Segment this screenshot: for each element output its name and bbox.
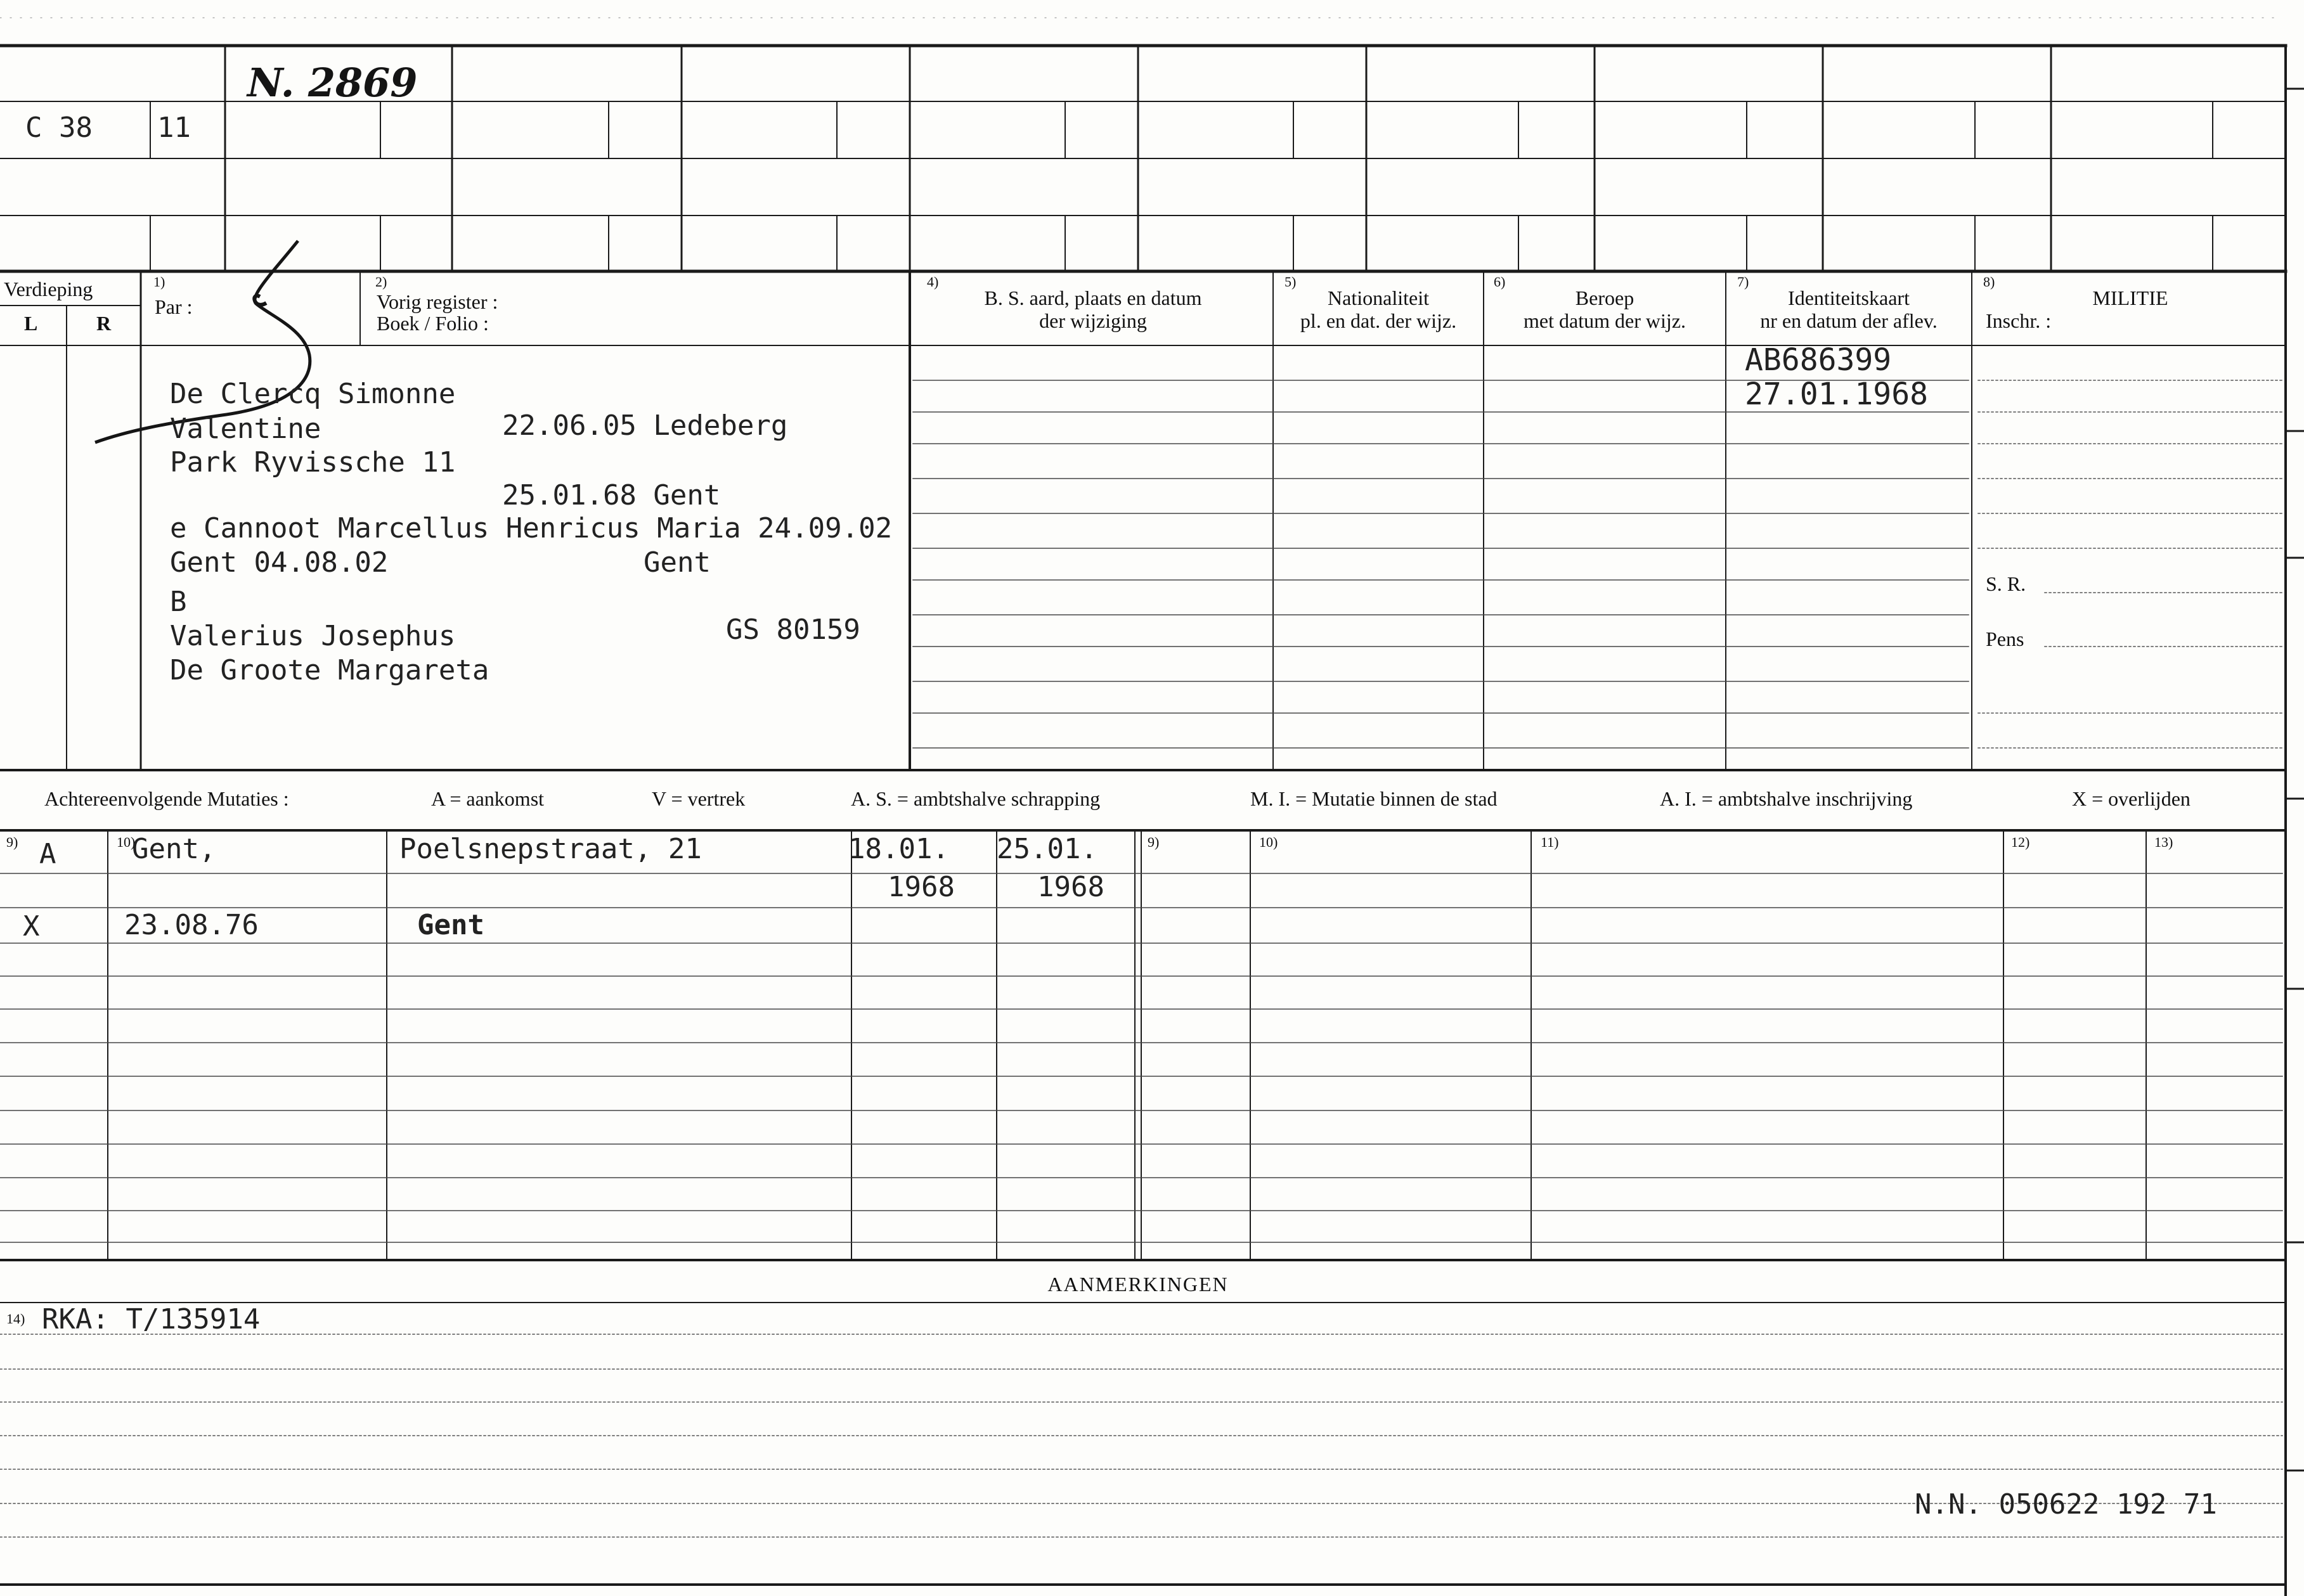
nationaliteit-header-line2: pl. en dat. der wijz.	[1300, 309, 1457, 332]
mutations-legend-title: Achtereenvolgende Mutaties :	[44, 787, 289, 810]
mutation-col9-number: 9)	[6, 834, 18, 850]
verdieping-l-label: L	[24, 312, 38, 335]
mutation-col12-number: 12)	[2011, 834, 2030, 850]
nationaliteit-header-line1: Nationaliteit	[1328, 286, 1429, 309]
mutation-col13-number: 13)	[2154, 834, 2173, 850]
mutation-row1-code: A	[39, 838, 56, 870]
mutation-row1-date2: 25.01.	[997, 833, 1097, 865]
remarks-number: 14)	[6, 1311, 25, 1327]
mutation-col9b-number: 9)	[1148, 834, 1160, 850]
person-spouse: e Cannoot Marcellus Henricus Maria 24.09.02	[170, 512, 893, 544]
person-status-code: B	[170, 586, 187, 618]
mutation-row1-year1: 1968	[888, 871, 955, 903]
col1-number: 1)	[153, 274, 165, 290]
person-spouse-death-place: Gent	[644, 546, 711, 579]
legend-ambtshalve-inschrijving: A. I. = ambtshalve inschrijving	[1660, 787, 1913, 810]
person-birth: 22.06.05 Ledeberg	[502, 409, 788, 442]
militie-header: MILITIE	[2092, 286, 2168, 309]
legend-mutatie-binnen-stad: M. I. = Mutatie binnen de stad	[1250, 787, 1498, 810]
mutation-row2-code: X	[23, 910, 40, 943]
person-registration-date: 25.01.68 Gent	[502, 479, 721, 512]
sr-label: S. R.	[1986, 572, 2026, 595]
id-card-number: AB686399	[1745, 342, 1892, 378]
col7-number: 7)	[1737, 274, 1749, 290]
person-surname-line: De Clercq Simonne	[170, 378, 456, 410]
col5-number: 5)	[1285, 274, 1297, 290]
par-label: Par :	[155, 295, 193, 318]
inschr-label: Inschr. :	[1986, 309, 2052, 332]
boek-folio-label: Boek / Folio :	[377, 312, 489, 335]
mutation-col11-number: 11)	[1541, 834, 1559, 850]
bs-header-line2: der wijziging	[1039, 309, 1147, 332]
col6-number: 6)	[1494, 274, 1506, 290]
id-card-date: 27.01.1968	[1745, 376, 1928, 412]
mutation-col10-number: 10)	[117, 834, 136, 850]
mutation-row1-date1: 18.01.	[848, 833, 949, 865]
mutation-row2-place: Gent	[417, 909, 484, 941]
person-spouse-birth: Gent 04.08.02	[170, 546, 389, 579]
legend-departure: V = vertrek	[652, 787, 746, 810]
remarks-rka: RKA: T/135914	[42, 1303, 261, 1335]
col4-number: 4)	[927, 274, 939, 290]
person-address: Park Ryvissche 11	[170, 446, 456, 479]
handwritten-record-number: N. 2869	[247, 60, 418, 106]
person-reference: GS 80159	[726, 614, 860, 646]
mutation-row1-address: Poelsnepstraat, 21	[399, 833, 702, 865]
legend-ambtshalve-schrapping: A. S. = ambtshalve schrapping	[851, 787, 1101, 810]
register-number: 11	[157, 112, 191, 144]
mutation-row1-place: Gent,	[132, 833, 216, 865]
person-mother: De Groote Margareta	[170, 654, 489, 686]
beroep-header-line2: met datum der wijz.	[1524, 309, 1686, 332]
legend-arrival: A = aankomst	[431, 787, 545, 810]
col2-number: 2)	[375, 274, 387, 290]
mutation-row1-year2: 1968	[1037, 871, 1104, 903]
mutation-col10b-number: 10)	[1259, 834, 1278, 850]
verdieping-r-label: R	[96, 312, 112, 335]
identiteitskaart-header-line1: Identiteitskaart	[1788, 286, 1910, 309]
mutation-row2-date: 23.08.76	[124, 909, 259, 941]
register-code: C 38	[25, 112, 93, 144]
vorig-register-label: Vorig register :	[377, 290, 498, 313]
legend-overlijden: X = overlijden	[2072, 787, 2191, 810]
national-number: N.N. 050622 192 71	[1915, 1488, 2217, 1521]
remarks-title: AANMERKINGEN	[1047, 1273, 1229, 1296]
beroep-header-line1: Beroep	[1575, 286, 1634, 309]
pens-label: Pens	[1986, 627, 2024, 650]
person-father: Valerius Josephus	[170, 620, 456, 652]
bs-header-line1: B. S. aard, plaats en datum	[984, 286, 1202, 309]
person-given-name: Valentine	[170, 413, 321, 445]
identiteitskaart-header-line2: nr en datum der aflev.	[1760, 309, 1938, 332]
verdieping-label: Verdieping	[4, 278, 93, 300]
col8-number: 8)	[1983, 274, 1995, 290]
